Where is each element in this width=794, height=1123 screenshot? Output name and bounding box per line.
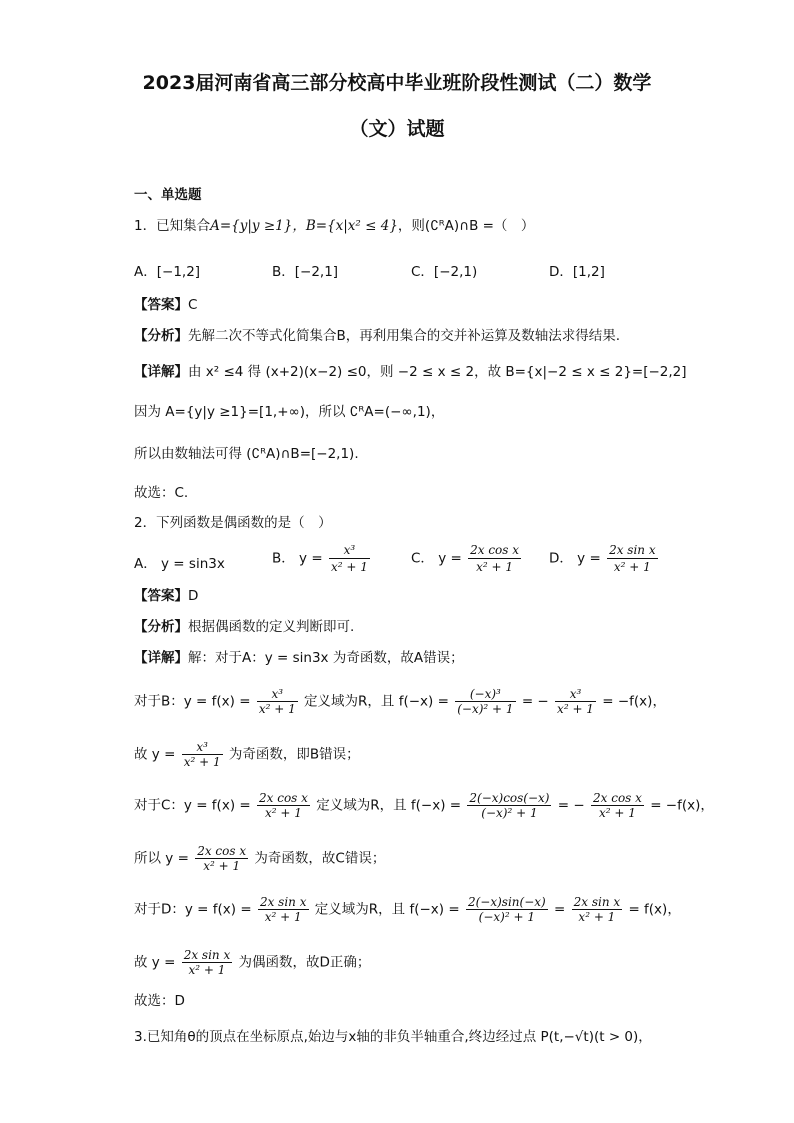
q1-stem: 1．已知集合A={y|y ≥1}，B={x|x² ≤ 4}，则(∁ᴿA)∩B =（ ） — [134, 218, 535, 234]
q1-answer: 【答案】C — [134, 297, 198, 313]
q3-stem: 3.已知角θ的顶点在坐标原点,始边与x轴的非负半轴重合,终边经过点 P(t,−√t)(t > 0)， — [134, 1029, 652, 1045]
q2-detail-b-2: 故 y = $\frac{\text{x³}}{\text{x² + 1}}$ 为奇函数，即B错误； — [134, 740, 360, 769]
q1-detail-2: 因为 A={y|y ≥1}=[1,+∞)，所以 ∁ᴿA=(−∞,1)， — [134, 404, 445, 420]
q2-detail-a: 【详解】解：对于A：y = sin3x 为奇函数，故A错误； — [134, 650, 464, 666]
q1-detail-3: 所以由数轴法可得 (∁ᴿA)∩B=[−2,1). — [134, 446, 359, 462]
document-title-line-2: （文）试题 — [349, 118, 445, 140]
section-heading: 一、单选题 — [134, 187, 202, 203]
q2-option-b: B． y = $\frac{\text{x³}}{\text{x² + 1}}$ — [272, 543, 368, 574]
q1-option-a: A．[−1,2] — [134, 264, 201, 280]
q2-detail-c-2: 所以 y = $\frac{\text{2x cos x}}{\text{x² + 1}}$ 为奇函数，故C错误； — [134, 844, 386, 873]
q1-detail-1: 【详解】由 x² ≤4 得 (x+2)(x−2) ≤0，则 −2 ≤ x ≤ 2，故 B={x|−2 ≤ x ≤ 2}=[−2,2] — [134, 364, 687, 380]
q2-answer: 【答案】D — [134, 588, 199, 604]
q2-detail-d-2: 故 y = $\frac{\text{2x sin x}}{\text{x² + 1}}$ 为偶函数，故D正确； — [134, 948, 371, 977]
q2-stem: 2．下列函数是偶函数的是（ ） — [134, 515, 332, 531]
q2-option-a: A． y = sin3x — [134, 556, 225, 572]
q2-analysis: 【分析】根据偶函数的定义判断即可. — [134, 619, 355, 635]
q2-detail-c-1: 对于C：y = f(x) = $\frac{\text{2x cos x}}{\text{x² + 1}}$ 定义域为R，且 f(−x) = $\frac{2(-x)\cos(-x)}{\text{(−x)² + 1}}$ = − $\frac{\text{2x cos x}}{\text{x² + 1}}$ = −f(x)， — [134, 791, 714, 820]
q1-option-b: B．[−2,1] — [272, 264, 339, 280]
q1-choose: 故选：C. — [134, 485, 189, 501]
q2-choose: 故选：D — [134, 993, 185, 1009]
q1-option-d: D．[1,2] — [549, 264, 605, 280]
q2-detail-d-1: 对于D：y = f(x) = $\frac{\text{2x sin x}}{\text{x² + 1}}$ 定义域为R，且 f(−x) = $\frac{2(-x)\sin(-x)}{\text{(−x)² + 1}}$ = $\frac{\text{2x sin x}}{\text{x² + 1}}$ = f(x)， — [134, 895, 681, 924]
q1-analysis: 【分析】先解二次不等式化简集合B，再利用集合的交并补运算及数轴法求得结果. — [134, 328, 621, 344]
q1-option-c: C．[−2,1) — [411, 264, 478, 280]
q2-option-c: C． y = $\frac{\text{2x cos x}}{\text{x² + 1}}$ — [411, 543, 520, 574]
q2-detail-b-1: 对于B：y = f(x) = $\frac{\text{x³}}{\text{x² + 1}}$ 定义域为R，且 f(−x) = $\frac{\text{(−x)³}}{\text{(−x)² + 1}}$ = − $\frac{\text{x³}}{\text{x² + 1}}$ = −f(x)， — [134, 687, 666, 716]
document-title-line-1: 2023届河南省高三部分校高中毕业班阶段性测试（二）数学 — [142, 72, 652, 94]
q2-option-d: D． y = $\frac{\text{2x sin x}}{\text{x² + 1}}$ — [549, 543, 656, 574]
